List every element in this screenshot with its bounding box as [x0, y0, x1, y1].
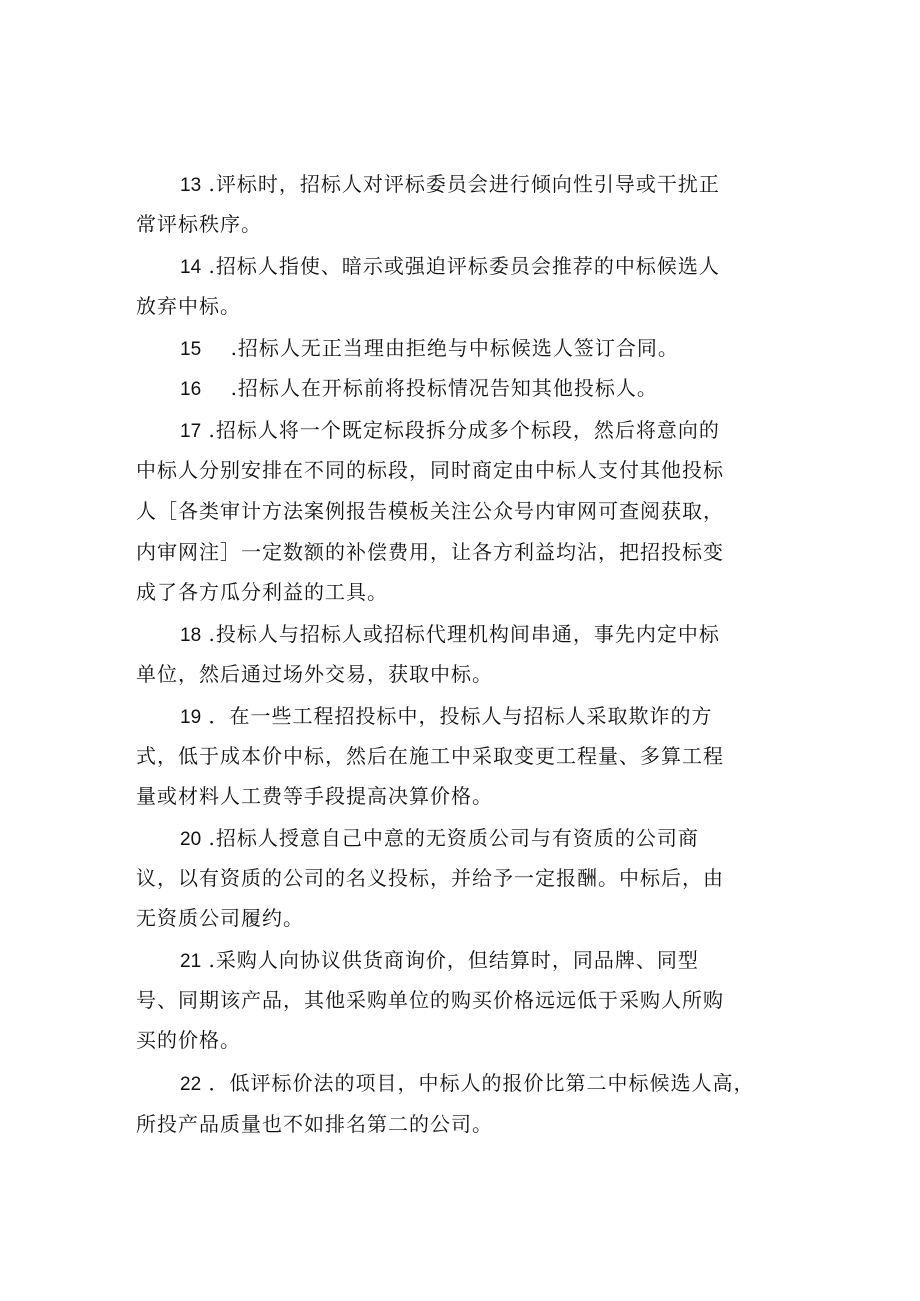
item-20-line-2: 议，以有资质的公司的名义投标，并给予一定报酬。中标后，由 [136, 866, 724, 890]
item-22-line-1: 22 ．低评标价法的项目，中标人的报价比第二中标候选人高， [180, 1071, 755, 1095]
item-17-line-1: 17 .招标人将一个既定标段拆分成多个标段，然后将意向的 [180, 418, 720, 442]
item-20-line-3: 无资质公司履约。 [136, 906, 304, 930]
item-17-number: 17 [180, 421, 202, 442]
item-19-number: 19 [180, 707, 202, 728]
item-15-number: 15 [180, 339, 202, 360]
item-21-line-3: 买的价格。 [136, 1028, 241, 1052]
item-17-line-5: 成了各方瓜分利益的工具。 [136, 580, 388, 604]
item-17-line-3: 人［各类审计方法案例报告模板关注公众号内审网可查阅获取， [136, 499, 724, 523]
item-20-line-1: 20 .招标人授意自己中意的无资质公司与有资质的公司商 [180, 826, 699, 850]
item-22-number: 22 [180, 1074, 202, 1095]
item-16-number: 16 [180, 379, 202, 400]
item-14-line-2: 放弃中标。 [136, 294, 241, 318]
item-18-number: 18 [180, 625, 202, 646]
item-20-number: 20 [180, 829, 202, 850]
item-18-line-2: 单位，然后通过场外交易，获取中标。 [136, 662, 493, 686]
item-17-line-2: 中标人分别安排在不同的标段，同时商定由中标人支付其他投标 [136, 458, 724, 482]
item-19-line-2: 式，低于成本价中标，然后在施工中采取变更工程量、多算工程 [136, 744, 724, 768]
item-21-number: 21 [180, 951, 202, 972]
item-19-line-3: 量或材料人工费等手段提高决算价格。 [136, 784, 493, 808]
item-16-line-1: 16 .招标人在开标前将投标情况告知其他投标人。 [180, 376, 658, 400]
item-22-line-2: 所投产品质量也不如排名第二的公司。 [136, 1112, 493, 1136]
item-18-line-1: 18 .投标人与招标人或招标代理机构间串通，事先内定中标 [180, 622, 720, 646]
item-15-line-1: 15 .招标人无正当理由拒绝与中标候选人签订合同。 [180, 336, 679, 360]
item-17-line-4: 内审网注］一定数额的补偿费用，让各方利益均沾，把招投标变 [136, 540, 724, 564]
item-13-line-2: 常评标秩序。 [136, 212, 262, 236]
item-13-number: 13 [180, 175, 202, 196]
item-21-line-2: 号、同期该产品，其他采购单位的购买价格远远低于采购人所购 [136, 988, 724, 1012]
item-13-line-1: 13 .评标时，招标人对评标委员会进行倾向性引导或干扰正 [180, 172, 720, 196]
item-21-line-1: 21 .采购人向协议供货商询价，但结算时，同品牌、同型 [180, 948, 699, 972]
item-19-line-1: 19 ．在一些工程招投标中，投标人与招标人采取欺诈的方 [180, 704, 713, 728]
item-14-number: 14 [180, 257, 202, 278]
item-14-line-1: 14 .招标人指使、暗示或强迫评标委员会推荐的中标候选人 [180, 254, 720, 278]
